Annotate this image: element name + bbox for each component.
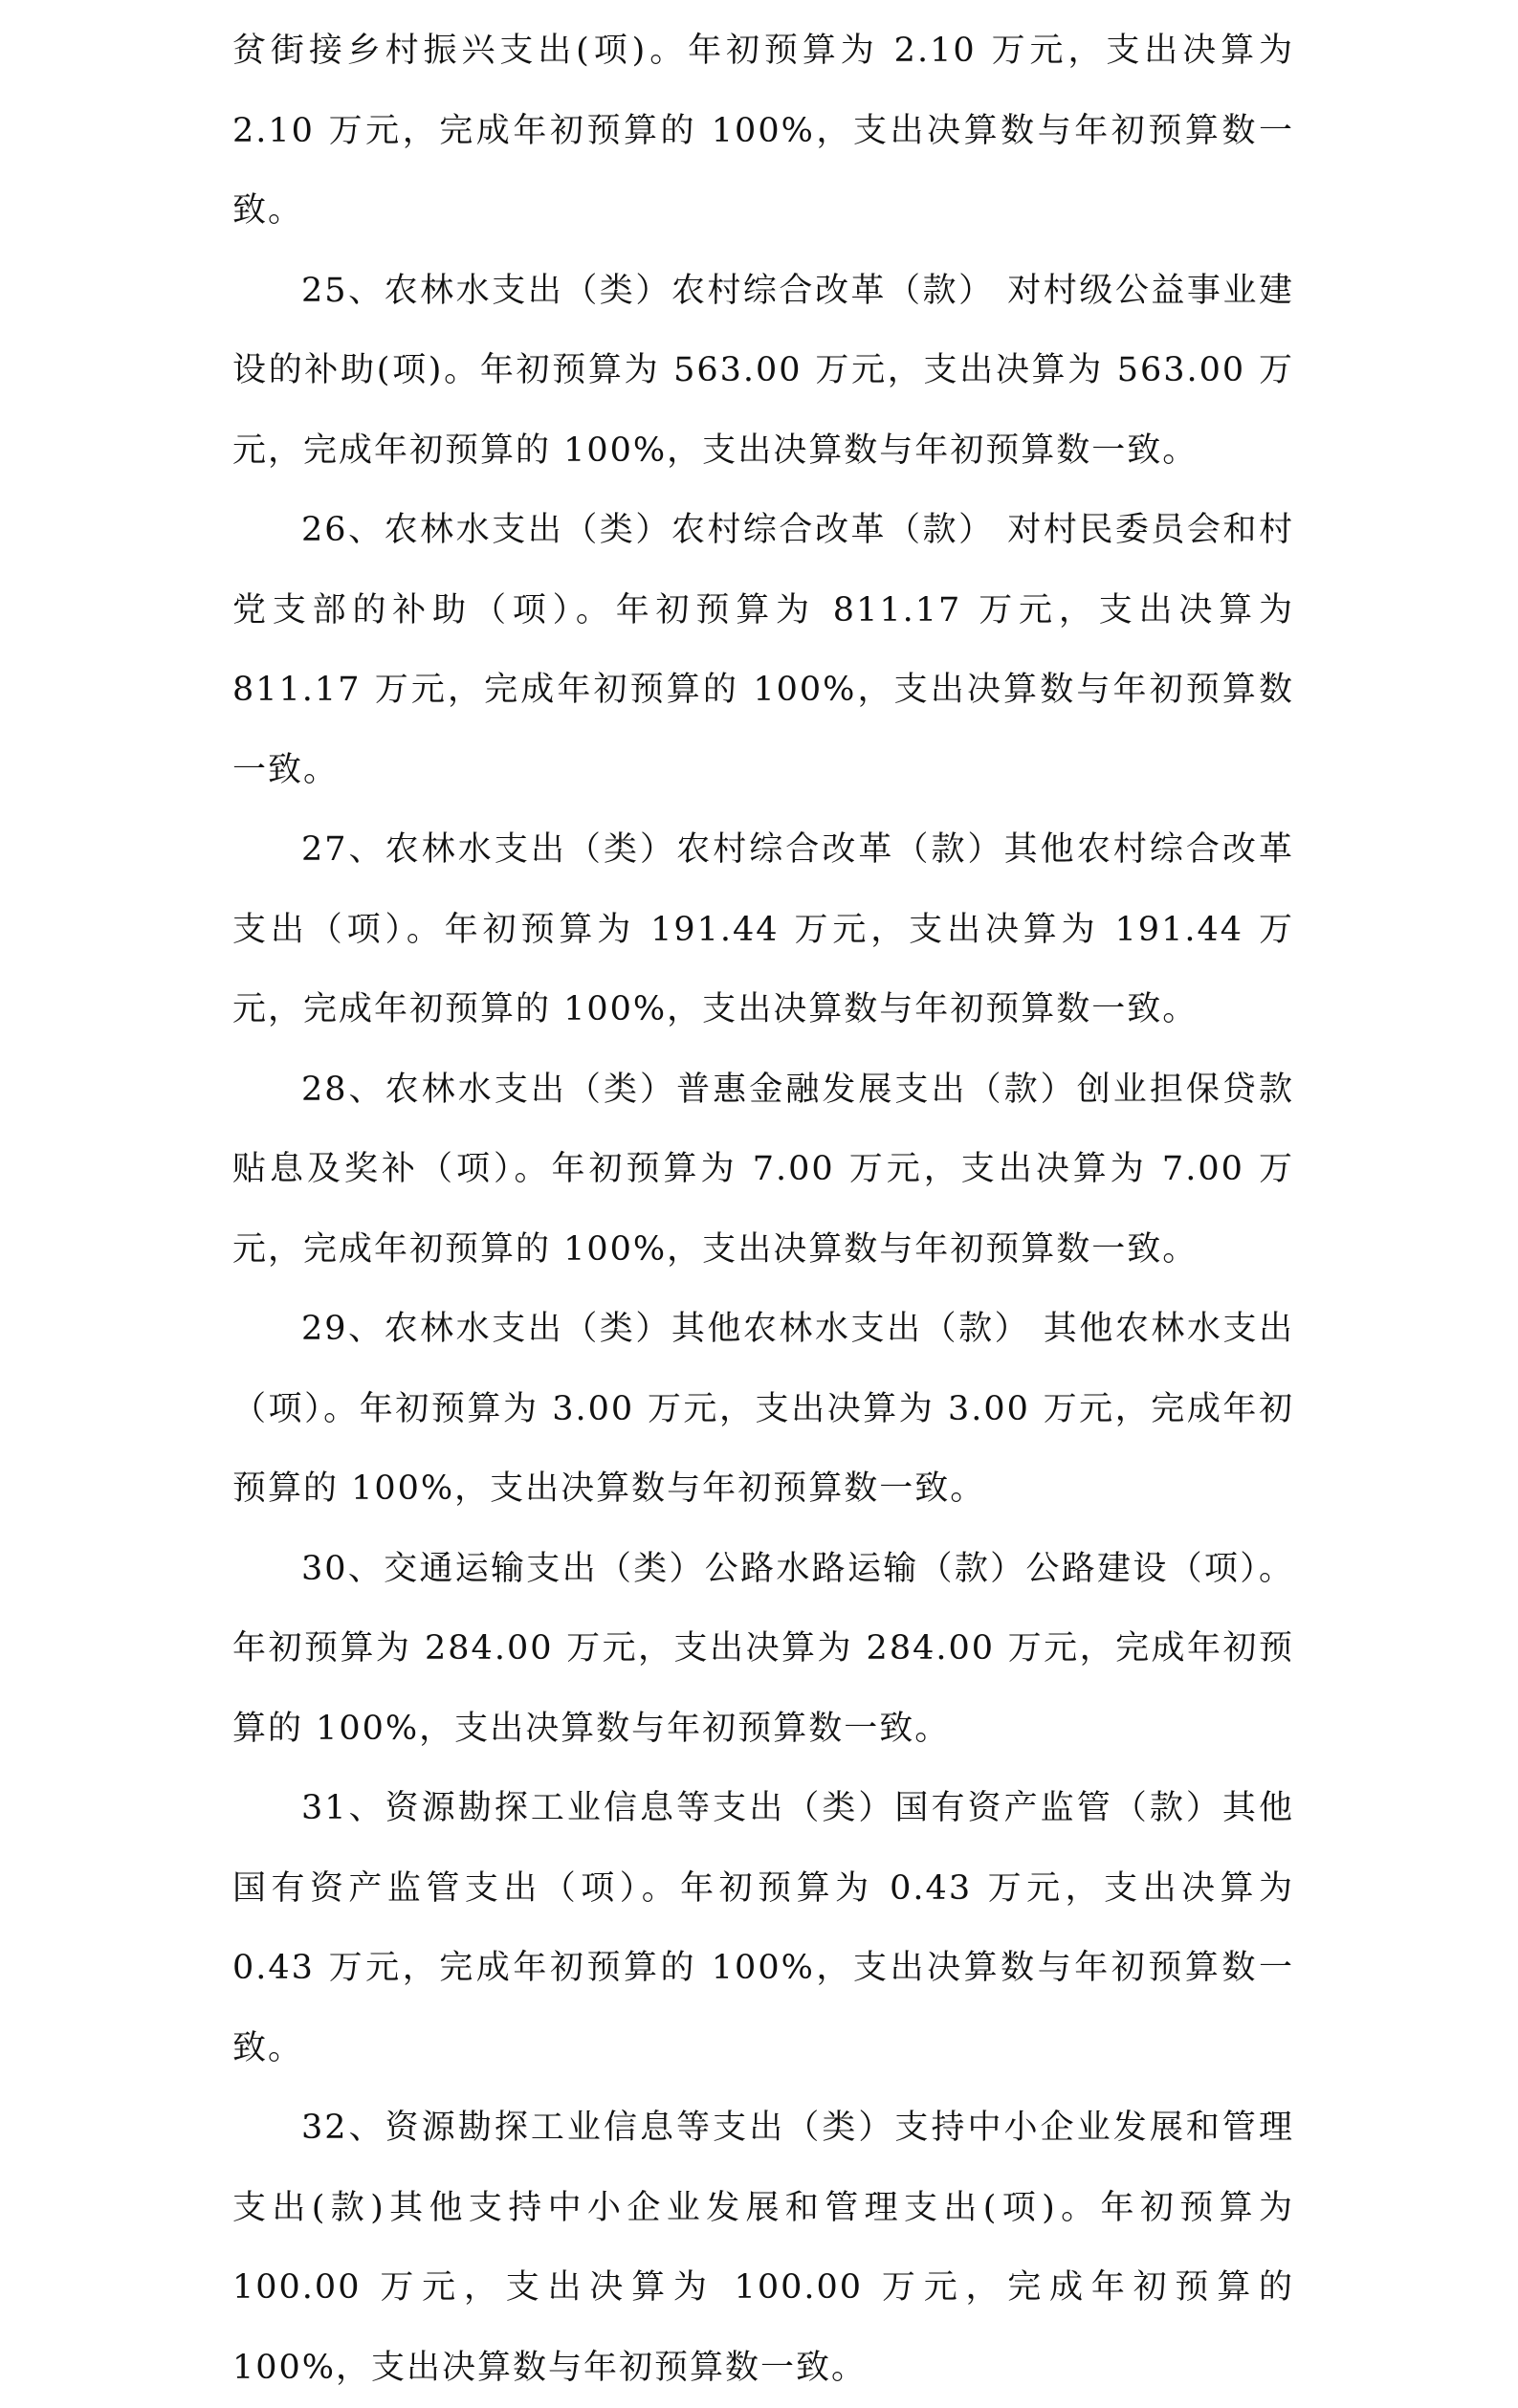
paragraph-item-32: 32、资源勘探工业信息等支出（类）支持中小企业发展和管理支出(款)其他支持中小企业发展和管理支出(项)。年初预算为 100.00 万元，支出决算为 100.00 万元，完成年初预算的 100%，支出决算数与年初预算数一致。 <box>232 2109 1294 2387</box>
paragraph-item-26: 26、农林水支出（类）农村综合改革（款） 对村民委员会和村党支部的补助（项）。年初预算为 811.17 万元，支出决算为 811.17 万元，完成年初预算的 100%，支出决算数与年初预算数一致。 <box>232 511 1294 789</box>
document-page <box>232 11 1294 2408</box>
paragraph-item-30: 30、交通运输支出（类）公路水路运输（款）公路建设（项）。年初预算为 284.00 万元，支出决算为 284.00 万元，完成年初预算的 100%，支出决算数与年初预算数一致。 <box>232 1549 1294 1748</box>
paragraph-item-27: 27、农林水支出（类）农村综合改革（款）其他农村综合改革支出（项）。年初预算为 191.44 万元，支出决算为 191.44 万元，完成年初预算的 100%，支出决算数与年初预算数一致。 <box>232 830 1294 1028</box>
paragraph-continued-24: 贫街接乡村振兴支出(项)。年初预算为 2.10 万元，支出决算为 2.10 万元，完成年初预算的 100%，支出决算数与年初预算数一致。 <box>232 32 1294 230</box>
paragraph-item-29: 29、农林水支出（类）其他农林水支出（款） 其他农林水支出（项）。年初预算为 3.00 万元，支出决算为 3.00 万元，完成年初预算的 100%，支出决算数与年初预算数一致。 <box>232 1310 1294 1508</box>
paragraph-item-28: 28、农林水支出（类）普惠金融发展支出（款）创业担保贷款贴息及奖补（项）。年初预算为 7.00 万元，支出决算为 7.00 万元，完成年初预算的 100%，支出决算数与年初预算数一致。 <box>232 1070 1294 1269</box>
paragraph-item-25: 25、农林水支出（类）农村综合改革（款） 对村级公益事业建设的补助(项)。年初预算为 563.00 万元，支出决算为 563.00 万元，完成年初预算的 100%，支出决算数与年初预算数一致。 <box>232 271 1294 470</box>
paragraph-item-31: 31、资源勘探工业信息等支出（类）国有资产监管（款）其他国有资产监管支出（项）。年初预算为 0.43 万元，支出决算为 0.43 万元，完成年初预算的 100%，支出决算数与年初预算数一致。 <box>232 1789 1294 2067</box>
